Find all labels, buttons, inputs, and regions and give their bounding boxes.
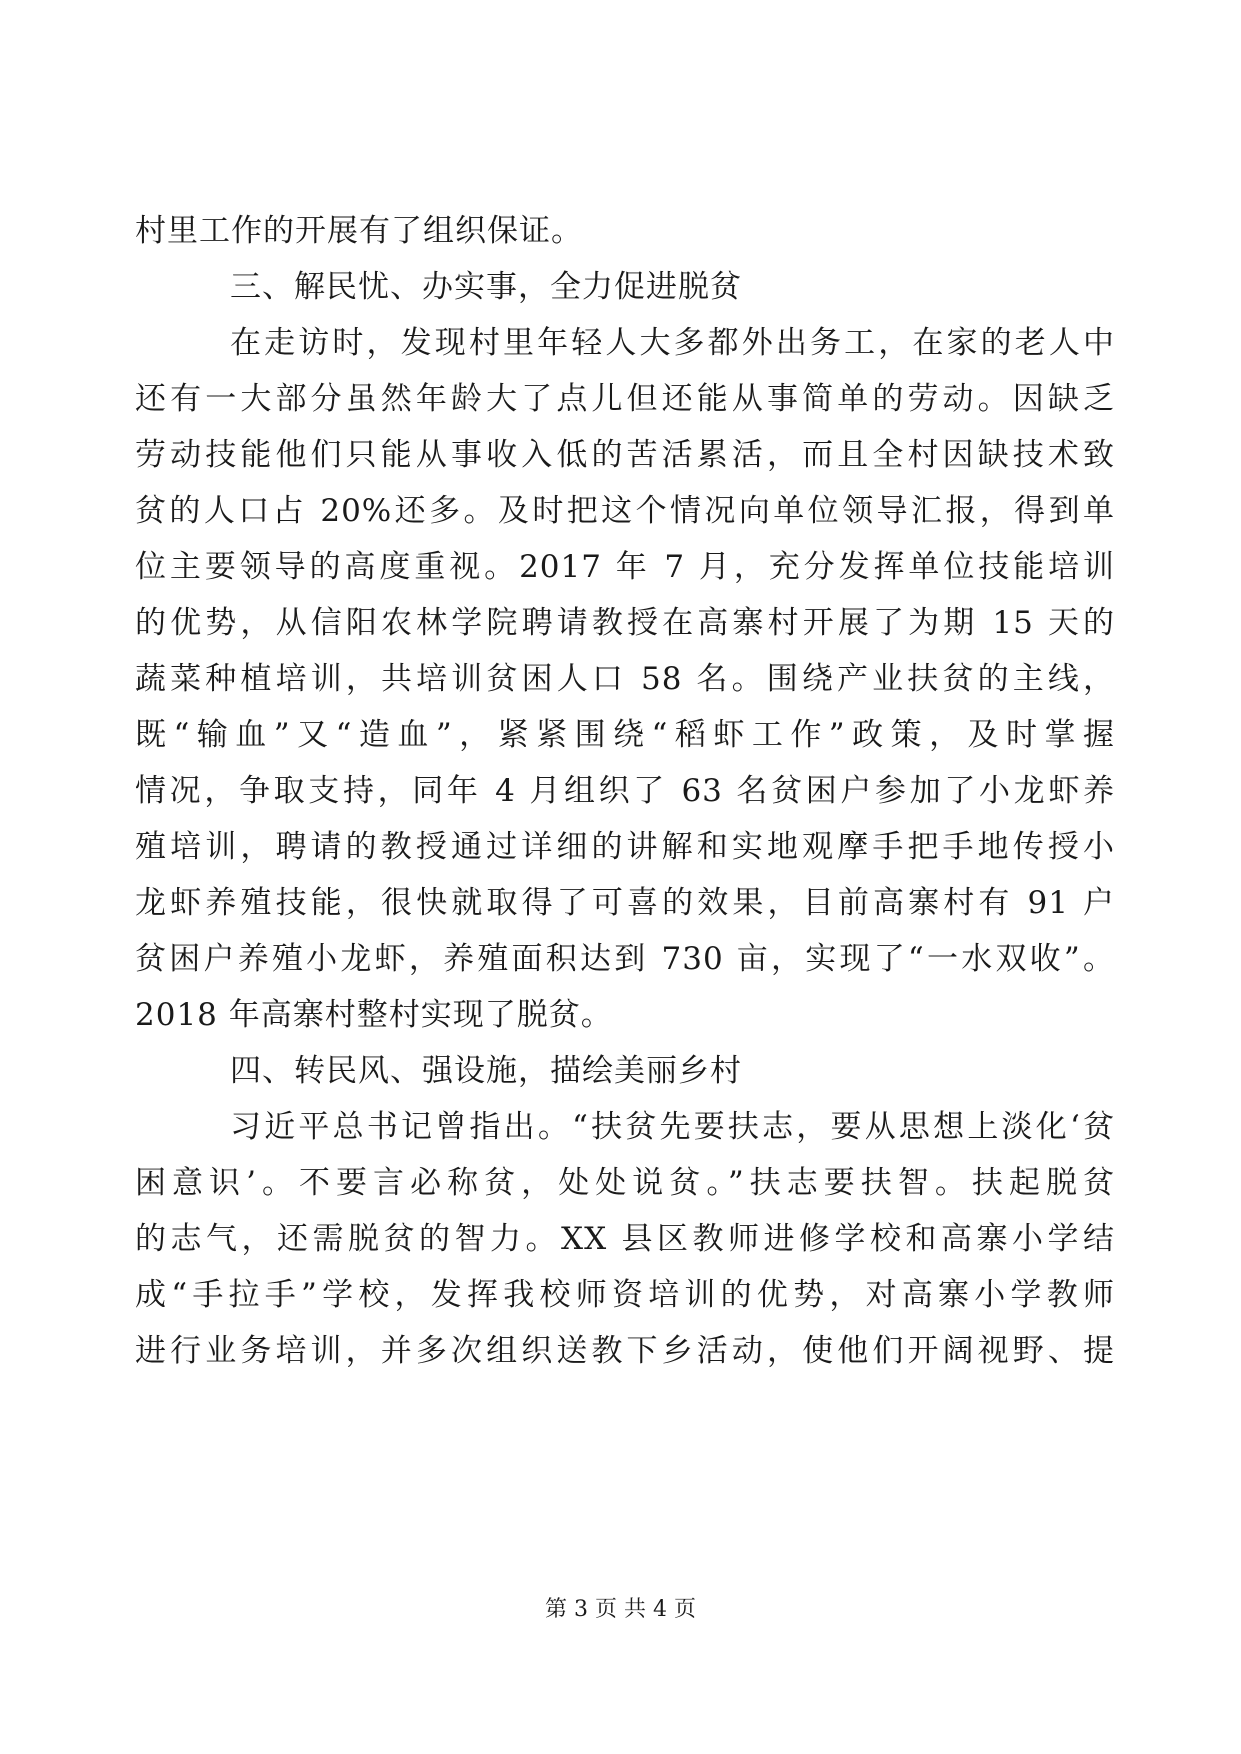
paragraph-line: 劳动技能他们只能从事收入低的苦活累活，而且全村因缺技术致 [135, 437, 1115, 473]
paragraph-line: 位主要领导的高度重视。2017 年 7 月，充分发挥单位技能培训 [135, 549, 1115, 585]
section-heading: 四、转民风、强设施，描绘美丽乡村 [230, 1053, 742, 1089]
paragraph-line: 龙虾养殖技能，很快就取得了可喜的效果，目前高寨村有 91 户 [135, 885, 1115, 921]
paragraph-line: 习近平总书记曾指出。“扶贫先要扶志，要从思想上淡化‘贫 [230, 1109, 1115, 1145]
paragraph-line: 在走访时，发现村里年轻人大多都外出务工，在家的老人中 [230, 325, 1115, 361]
page-footer: 第 3 页 共 4 页 [545, 1597, 696, 1622]
paragraph-line: 情况，争取支持，同年 4 月组织了 63 名贫困户参加了小龙虾养 [135, 773, 1115, 809]
paragraph-line: 2018 年高寨村整村实现了脱贫。 [135, 997, 613, 1033]
paragraph-line: 贫的人口占 20%还多。及时把这个情况向单位领导汇报，得到单 [135, 493, 1115, 529]
paragraph-line: 贫困户养殖小龙虾，养殖面积达到 730 亩，实现了“一水双收”。 [135, 941, 1115, 977]
paragraph-line: 的优势，从信阳农林学院聘请教授在高寨村开展了为期 15 天的 [135, 605, 1115, 641]
paragraph-line: 成“手拉手”学校，发挥我校师资培训的优势，对高寨小学教师 [135, 1277, 1115, 1313]
paragraph-line: 还有一大部分虽然年龄大了点儿但还能从事简单的劳动。因缺乏 [135, 381, 1115, 417]
paragraph-line: 蔬菜种植培训，共培训贫困人口 58 名。围绕产业扶贫的主线， [135, 661, 1115, 697]
paragraph-line: 进行业务培训，并多次组织送教下乡活动，使他们开阔视野、提 [135, 1333, 1115, 1369]
paragraph-line: 殖培训，聘请的教授通过详细的讲解和实地观摩手把手地传授小 [135, 829, 1115, 865]
section-heading: 三、解民忧、办实事，全力促进脱贫 [230, 269, 742, 305]
paragraph-line: 既“输血”又“造血”，紧紧围绕“稻虾工作”政策，及时掌握 [135, 717, 1115, 753]
paragraph-line: 困意识’。不要言必称贫，处处说贫。”扶志要扶智。扶起脱贫 [135, 1165, 1115, 1201]
paragraph-line: 的志气，还需脱贫的智力。XX 县区教师进修学校和高寨小学结 [135, 1221, 1115, 1257]
paragraph-line: 村里工作的开展有了组织保证。 [135, 213, 583, 249]
